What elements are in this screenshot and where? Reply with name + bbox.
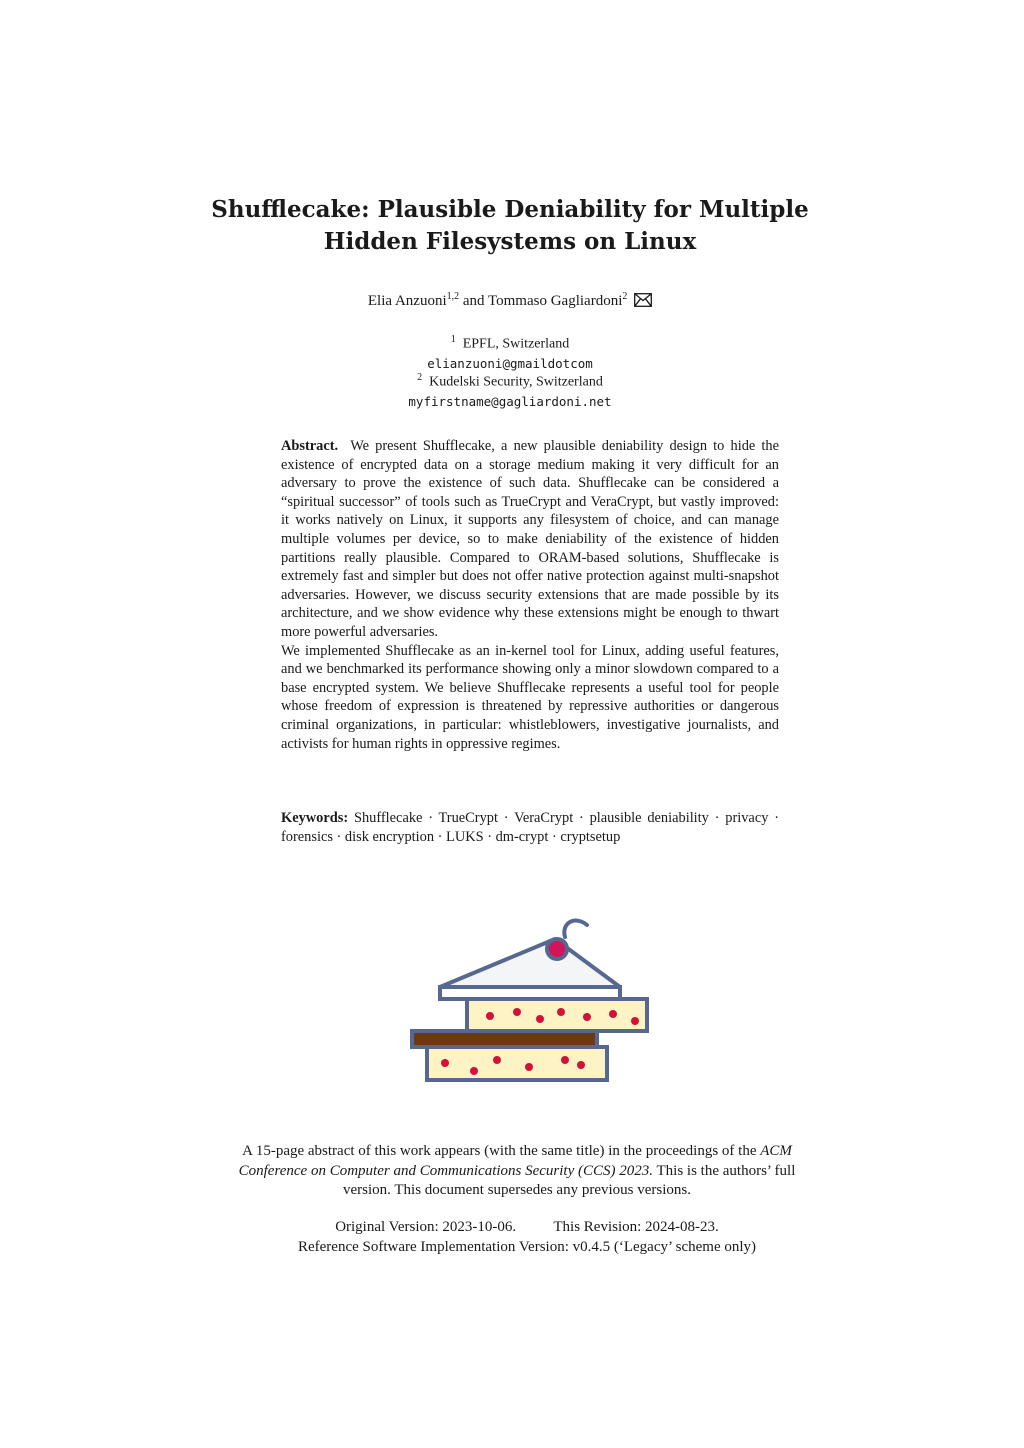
affiliation-1-name: EPFL, Switzerland [462, 336, 570, 352]
affiliation-1-number: 1 [450, 334, 456, 345]
abstract-text-1: We present Shufflecake, a new plausible deniability design to hide the existence of encrypted data on a storage medium making it very difficult for an adversary to prove the existence of such data. Shufflecake can be considered a “spiritual successor” of tools such as TrueCrypt and VeraCrypt, but vastly improved: it works natively on Linux, it supports any filesystem of choice, and can manage multiple volumes per device, so to make deniability of the existence of hidden partitions really plausible. Compared to ORAM-based solutions, Shufflecake is extremely fast and simpler but does not offer native protection against multi-snapshot adversaries. However, we discuss security extensions that are made possible by its architecture, and we show evidence why these extensions might be enough to thwart more powerful adversaries. [281, 438, 779, 640]
author-1-affil: 1,2 [446, 291, 460, 302]
version-info [200, 1218, 854, 1257]
abstract [281, 437, 779, 753]
keywords-text: Shufflecake · TrueCrypt · VeraCrypt · plausible deniability · privacy · forensics · disk encryption · LUKS · dm-crypt · cryptsetup [281, 810, 779, 845]
paper-title [200, 194, 820, 258]
abstract-paragraph-2: We implemented Shufflecake as an in-kernel tool for Linux, adding useful features, and we benchmarked its performance showing only a minor slowdown compared to a base encrypted system. We believe Shufflecake represents a useful tool for people whose freedom of expression is threatened by repressive authorities or dangerous criminal organizations, in particular: whistleblowers, investigative journalists, and activists for human rights in oppressive regimes. [281, 642, 779, 752]
abstract-label: Abstract. [281, 438, 339, 454]
note-venue: ACM Conference on Computer and Communications Security (CCS) 2023. [238, 1143, 792, 1179]
title-line-1: Shufflecake: Plausible Deniability for Multiple [211, 196, 809, 223]
author-2-affil: 2 [622, 291, 628, 302]
note-text-2: This is the authors’ full version. This document supersedes any previous versions. [343, 1162, 796, 1198]
software-version: Reference Software Implementation Version: v0.4.5 (‘Legacy’ scheme only) [297, 1238, 757, 1255]
cake-slice-icon [405, 915, 655, 1089]
affiliation-2-number: 2 [417, 372, 423, 383]
keywords [281, 809, 779, 846]
author-2-name: Tommaso Gagliardoni [488, 293, 623, 309]
affiliation-1-email[interactable]: elianzuoni@gmaildotcom [427, 355, 593, 371]
affiliation-1 [200, 330, 820, 373]
author-connector: and [459, 293, 489, 309]
original-version: Original Version: 2023-10-06. [335, 1219, 517, 1235]
affiliation-2 [200, 368, 820, 411]
title-line-2: Hidden Filesystems on Linux [323, 228, 697, 255]
affiliation-2-name: Kudelski Security, Switzerland [429, 374, 603, 390]
author-line [200, 291, 820, 312]
abstract-paragraph-1 [281, 437, 779, 642]
publication-note [220, 1142, 814, 1201]
author-1-name: Elia Anzuoni [367, 293, 447, 309]
keywords-label: Keywords: [281, 810, 349, 826]
affiliation-2-email[interactable]: myfirstname@gagliardoni.net [408, 393, 612, 409]
note-text-1: A 15-page abstract of this work appears (with the same title) in the proceedings of the [242, 1143, 761, 1159]
revision-version: This Revision: 2024-08-23. [553, 1219, 719, 1235]
envelope-icon[interactable] [634, 293, 652, 312]
